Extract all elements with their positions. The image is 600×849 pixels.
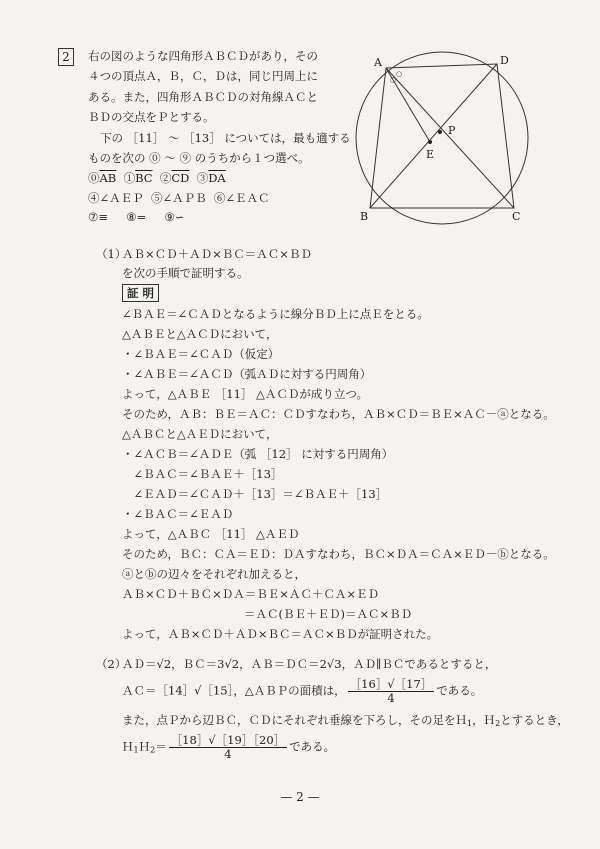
proof-line: ・∠ＡＣＢ＝∠ＡＤＥ（弧 ［12］ に対する円周角） (122, 447, 394, 461)
page-number: — 2 — (280, 790, 320, 804)
proof-line: △ＡＢＣと△ＡＥＤにおいて， (122, 427, 278, 441)
part2-line4 (122, 734, 335, 761)
proof-label: 証 明 (122, 284, 159, 302)
choice-mark: ⑨ (164, 210, 175, 224)
proof-line: ＡＢ×ＣＤ＋ＢＣ×ＤＡ＝ＢＥ×ＡＣ＋ＣＡ×ＥＤ (122, 587, 380, 601)
choice-mark: ① (123, 171, 136, 185)
proof-line: よって，ＡＢ×ＣＤ＋ＡＤ×ＢＣ＝ＡＣ×ＢＤが証明された。 (122, 627, 439, 641)
intro-line: 下の ［11］ ～ ［13］ については，最も適する (100, 131, 351, 145)
choice-label: ∠ＡＰＢ (162, 191, 207, 205)
part1-instruction: を次の手順で証明する。 (122, 266, 249, 280)
proof-line: ＝ＡＣ(ＢＥ＋ＥＤ)＝ＡＣ×ＢＤ (244, 607, 413, 621)
diagonal-bd (370, 64, 497, 208)
choice-label: ∠ＡＥＰ (99, 191, 144, 205)
part2-line3-text: とするとき， (500, 713, 569, 727)
proof-line: よって，△ＡＢＥ ［11］ △ＡＣＤが成り立つ。 (122, 387, 368, 401)
fraction-denominator: 4 (387, 691, 395, 705)
subscript: 1 (133, 745, 139, 755)
fraction-numerator: ［18］√［19］［20］ (170, 733, 286, 747)
choice-mark: ⑥ (213, 191, 226, 205)
proof-line: そのため，ＢＣ：ＣＡ＝ＥＤ：ＤＡすなわち，ＢＣ×ＤＡ＝ＣＡ×ＥＤ－ⓑとなる。 (122, 547, 555, 561)
choice-arc-label: $\overline{BC}$ (135, 171, 153, 185)
quadrilateral-abcd (370, 64, 514, 208)
choice-mark: ⑤ (150, 191, 163, 205)
proof-line: ・∠ＢＡＣ＝∠ＥＡＤ (122, 507, 234, 521)
choice-label: ∠ＥＡＣ (225, 191, 270, 205)
label-a: A (374, 56, 382, 69)
choice-arc-label: $\overline{DA}$ (208, 171, 226, 185)
choice-arc-label: $\overline{CD}$ (171, 171, 190, 185)
choice-mark: ⑧ (126, 210, 137, 224)
area-fraction (348, 678, 435, 705)
part2-line2 (122, 678, 482, 705)
proof-line: ・∠ＡＢＥ＝∠ＡＣＤ（弧ＡＤに対する円周角） (122, 367, 372, 381)
proof-line: ∠ＢＡＥ＝∠ＣＡＤとなるように線分ＢＤ上に点Ｅをとる。 (122, 307, 429, 321)
subscript: 1 (467, 719, 473, 728)
label-c: C (512, 210, 521, 223)
proof-line: △ＡＢＥと△ＡＣＤにおいて， (122, 327, 278, 341)
proof-line: ∠ＢＡＣ＝∠ＢＡＥ＋［13］ (122, 467, 283, 481)
choice-mark: ⓪ (88, 171, 100, 185)
part2-line4-text: である。 (289, 739, 336, 754)
angle-mark: ○ (396, 70, 403, 78)
proof-line: ∠ＥＡＤ＝∠ＣＡＤ＋［13］＝∠ＢＡＥ＋［13］ (122, 487, 388, 501)
h1h2-fraction (169, 734, 287, 761)
angle-mark: ○ (390, 76, 397, 84)
choice-label: ≡ (98, 210, 108, 224)
proof-line: そのため，ＡＢ：ＢＥ＝ＡＣ：ＣＤすなわち，ＡＢ×ＣＤ＝ＢＥ×ＡＣ－ⓐとなる。 (122, 407, 555, 421)
circumscribed-circle (356, 52, 528, 224)
part2-number: （2） (96, 657, 127, 671)
part1-number: （1） (96, 247, 127, 261)
part2-line4-text: Ｈ (122, 739, 134, 754)
fraction-numerator: ［16］√［17］ (349, 677, 433, 691)
fraction-denominator: 4 (224, 747, 232, 761)
choice-arc-label: $\overline{AB}$ (99, 171, 117, 185)
choice-label: = (136, 210, 147, 224)
intro-line: ものを次の ⓪ ～ ⑨ のうちから１つ選べ。 (88, 151, 310, 165)
question-number: 2 (58, 48, 74, 66)
label-e: E (426, 148, 435, 161)
label-d: D (500, 54, 509, 67)
intro-line: 右の図のような四角形ＡＢＣＤがあり，その (88, 49, 318, 63)
proof-line: ・∠ＢＡＥ＝∠ＣＡＤ（仮定） (122, 347, 280, 361)
intro-line: ある。また，四角形ＡＢＣＤの対角線ＡＣと (88, 90, 318, 104)
choice-mark: ③ (196, 171, 209, 185)
proof-line: ⓐとⓑの辺々をそれぞれ加えると， (122, 567, 306, 581)
part2-line2-text: である。 (436, 683, 483, 698)
subscript: 2 (150, 745, 156, 755)
equals-sign: ＝ (155, 739, 167, 754)
intro-line: ＢＤの交点をＰとする。 (88, 110, 215, 124)
subscript: 2 (495, 719, 501, 728)
part2-line3 (122, 712, 569, 728)
diagonal-ac (386, 68, 514, 208)
cyclic-quadrilateral-figure (352, 50, 552, 230)
point-e (428, 140, 432, 144)
point-p (438, 130, 442, 134)
choice-mark: ② (159, 171, 172, 185)
part1-statement: ＡＢ×ＣＤ＋ＡＤ×ＢＣ＝ＡＣ×ＢＤ (122, 247, 312, 261)
intro-line: ４つの頂点Ａ，Ｂ，Ｃ，Ｄは，同じ円周上に (88, 69, 318, 83)
label-p: P (448, 124, 456, 137)
choice-mark: ⑦ (88, 210, 99, 224)
proof-line: よって，△ＡＢＣ ［11］ △ＡＥＤ (122, 527, 300, 541)
choice-label: ∽ (174, 210, 185, 224)
part2-line4-text: Ｈ (138, 739, 151, 754)
label-b: B (360, 210, 369, 223)
part2-line1: ＡＤ＝√2，ＢＣ＝3√2，ＡＢ＝ＤＣ＝2√3，ＡＤ∥ＢＣであるとすると， (122, 657, 497, 671)
choice-mark: ④ (88, 191, 100, 205)
part2-line3-text: ，Ｈ (472, 713, 496, 727)
part2-line2-text: ＡＣ＝［14］√［15］，△ＡＢＰの面積は， (122, 683, 346, 698)
part2-line3-text: また，点Ｐから辺ＢＣ，ＣＤにそれぞれ垂線を下ろし，その足をＨ (122, 713, 467, 727)
